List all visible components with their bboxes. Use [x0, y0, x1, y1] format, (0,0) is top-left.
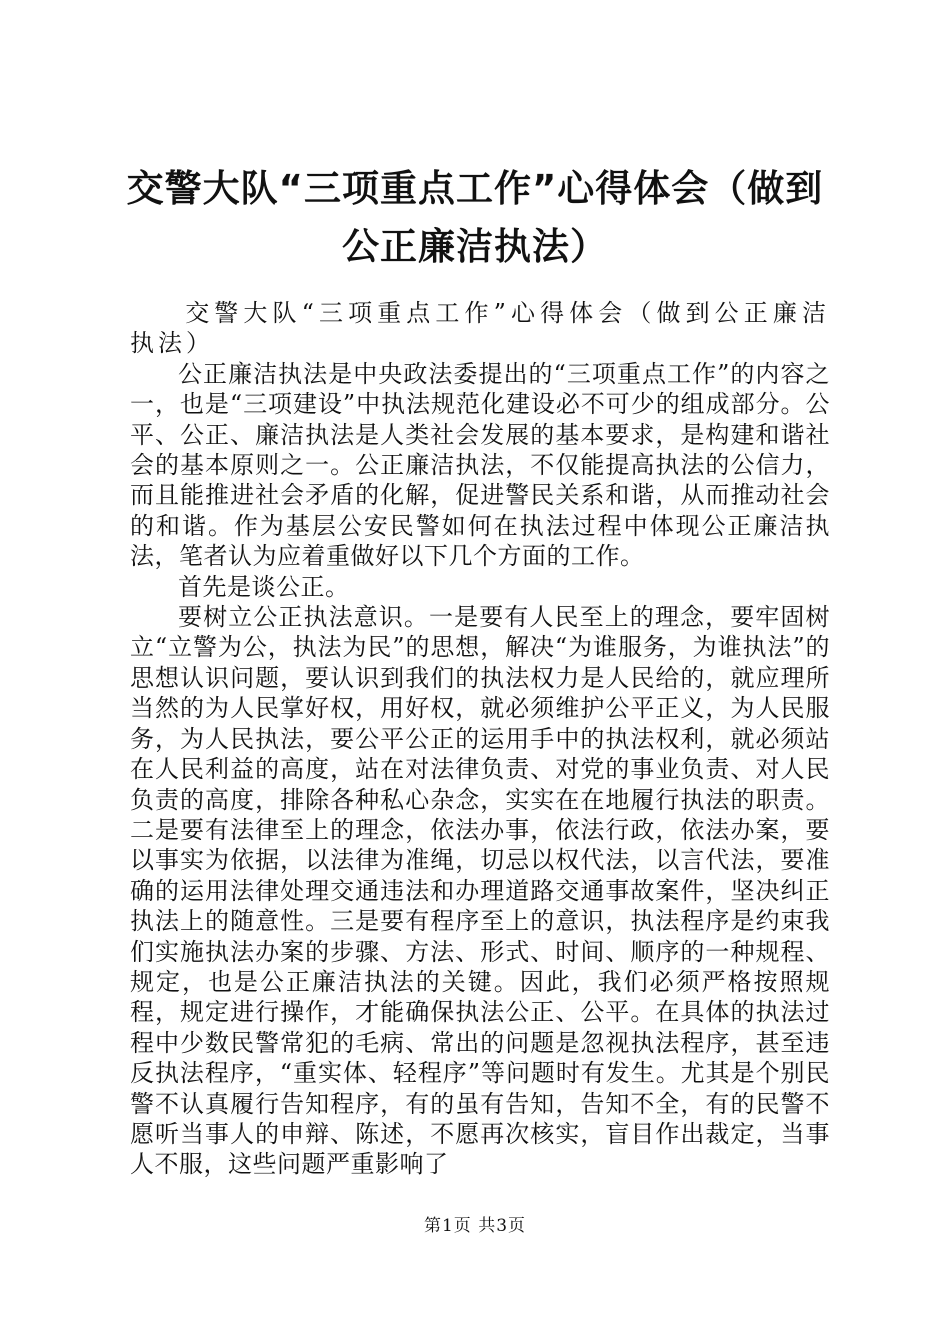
document-title: 交警大队“三项重点工作”心得体会（做到公正廉洁执法） [126, 167, 824, 268]
document-subtitle: 交警大队“三项重点工作”心得体会（做到公正廉洁执法） [130, 299, 830, 358]
paragraph: 公正廉洁执法是中央政法委提出的“三项重点工作”的内容之一，也是“三项建设”中执法规范化建设必不可少的组成部分。公平、公正、廉洁执法是人类社会发展的基本要求，是构建和谐社会的基本原则之一。公正廉洁执法，不仅能提高执法的公信力，而且能推进社会矛盾的化解，促进警民关系和谐，从而推动社会的和谐。作为基层公安民警如何在执法过程中体现公正廉洁执法，笔者认为应着重做好以下几个方面的工作。 [130, 359, 830, 571]
paragraph: 首先是谈公正。 [178, 572, 350, 601]
paragraph: 要树立公正执法意识。一是要有人民至上的理念，要牢固树立“立警为公，执法为民”的思想，解决“为谁服务，为谁执法”的思想认识问题，要认识到我们的执法权力是人民给的，就应理所当然的为人民掌好权，用好权，就必须维护公平正义，为人民服务，为人民执法，要公平公正的运用手中的执法权利，就必须站在人民利益的高度，站在对法律负责、对党的事业负责、对人民负责的高度，排除各种私心杂念，实实在在地履行执法的职责。二是要有法律至上的理念，依法办事，依法行政，依法办案，要以事实为依据，以法律为准绳，切忌以权代法，以言代法，要准确的运用法律处理交通违法和办理道路交通事故案件，坚决纠正执法上的随意性。三是要有程序至上的意识，执法程序是约束我们实施执法办案的步骤、方法、形式、时间、顺序的一种规程、规定，也是公正廉洁执法的关键。因此，我们必须严格按照规程，规定进行操作，才能确保执法公正、公平。在具体的执法过程中少数民警常犯的毛病、常出的问题是忽视执法程序，甚至违反执法程序，“重实体、轻程序”等问题时有发生。尤其是个别民警不认真履行告知程序，有的虽有告知，告知不全，有的民警不愿听当事人的申辩、陈述，不愿再次核实，盲目作出裁定，当事人不服，这些问题严重影响了 [130, 603, 830, 1179]
page-number-footer: 第1页 共3页 [423, 1216, 527, 1236]
document-body [130, 298, 830, 1180]
